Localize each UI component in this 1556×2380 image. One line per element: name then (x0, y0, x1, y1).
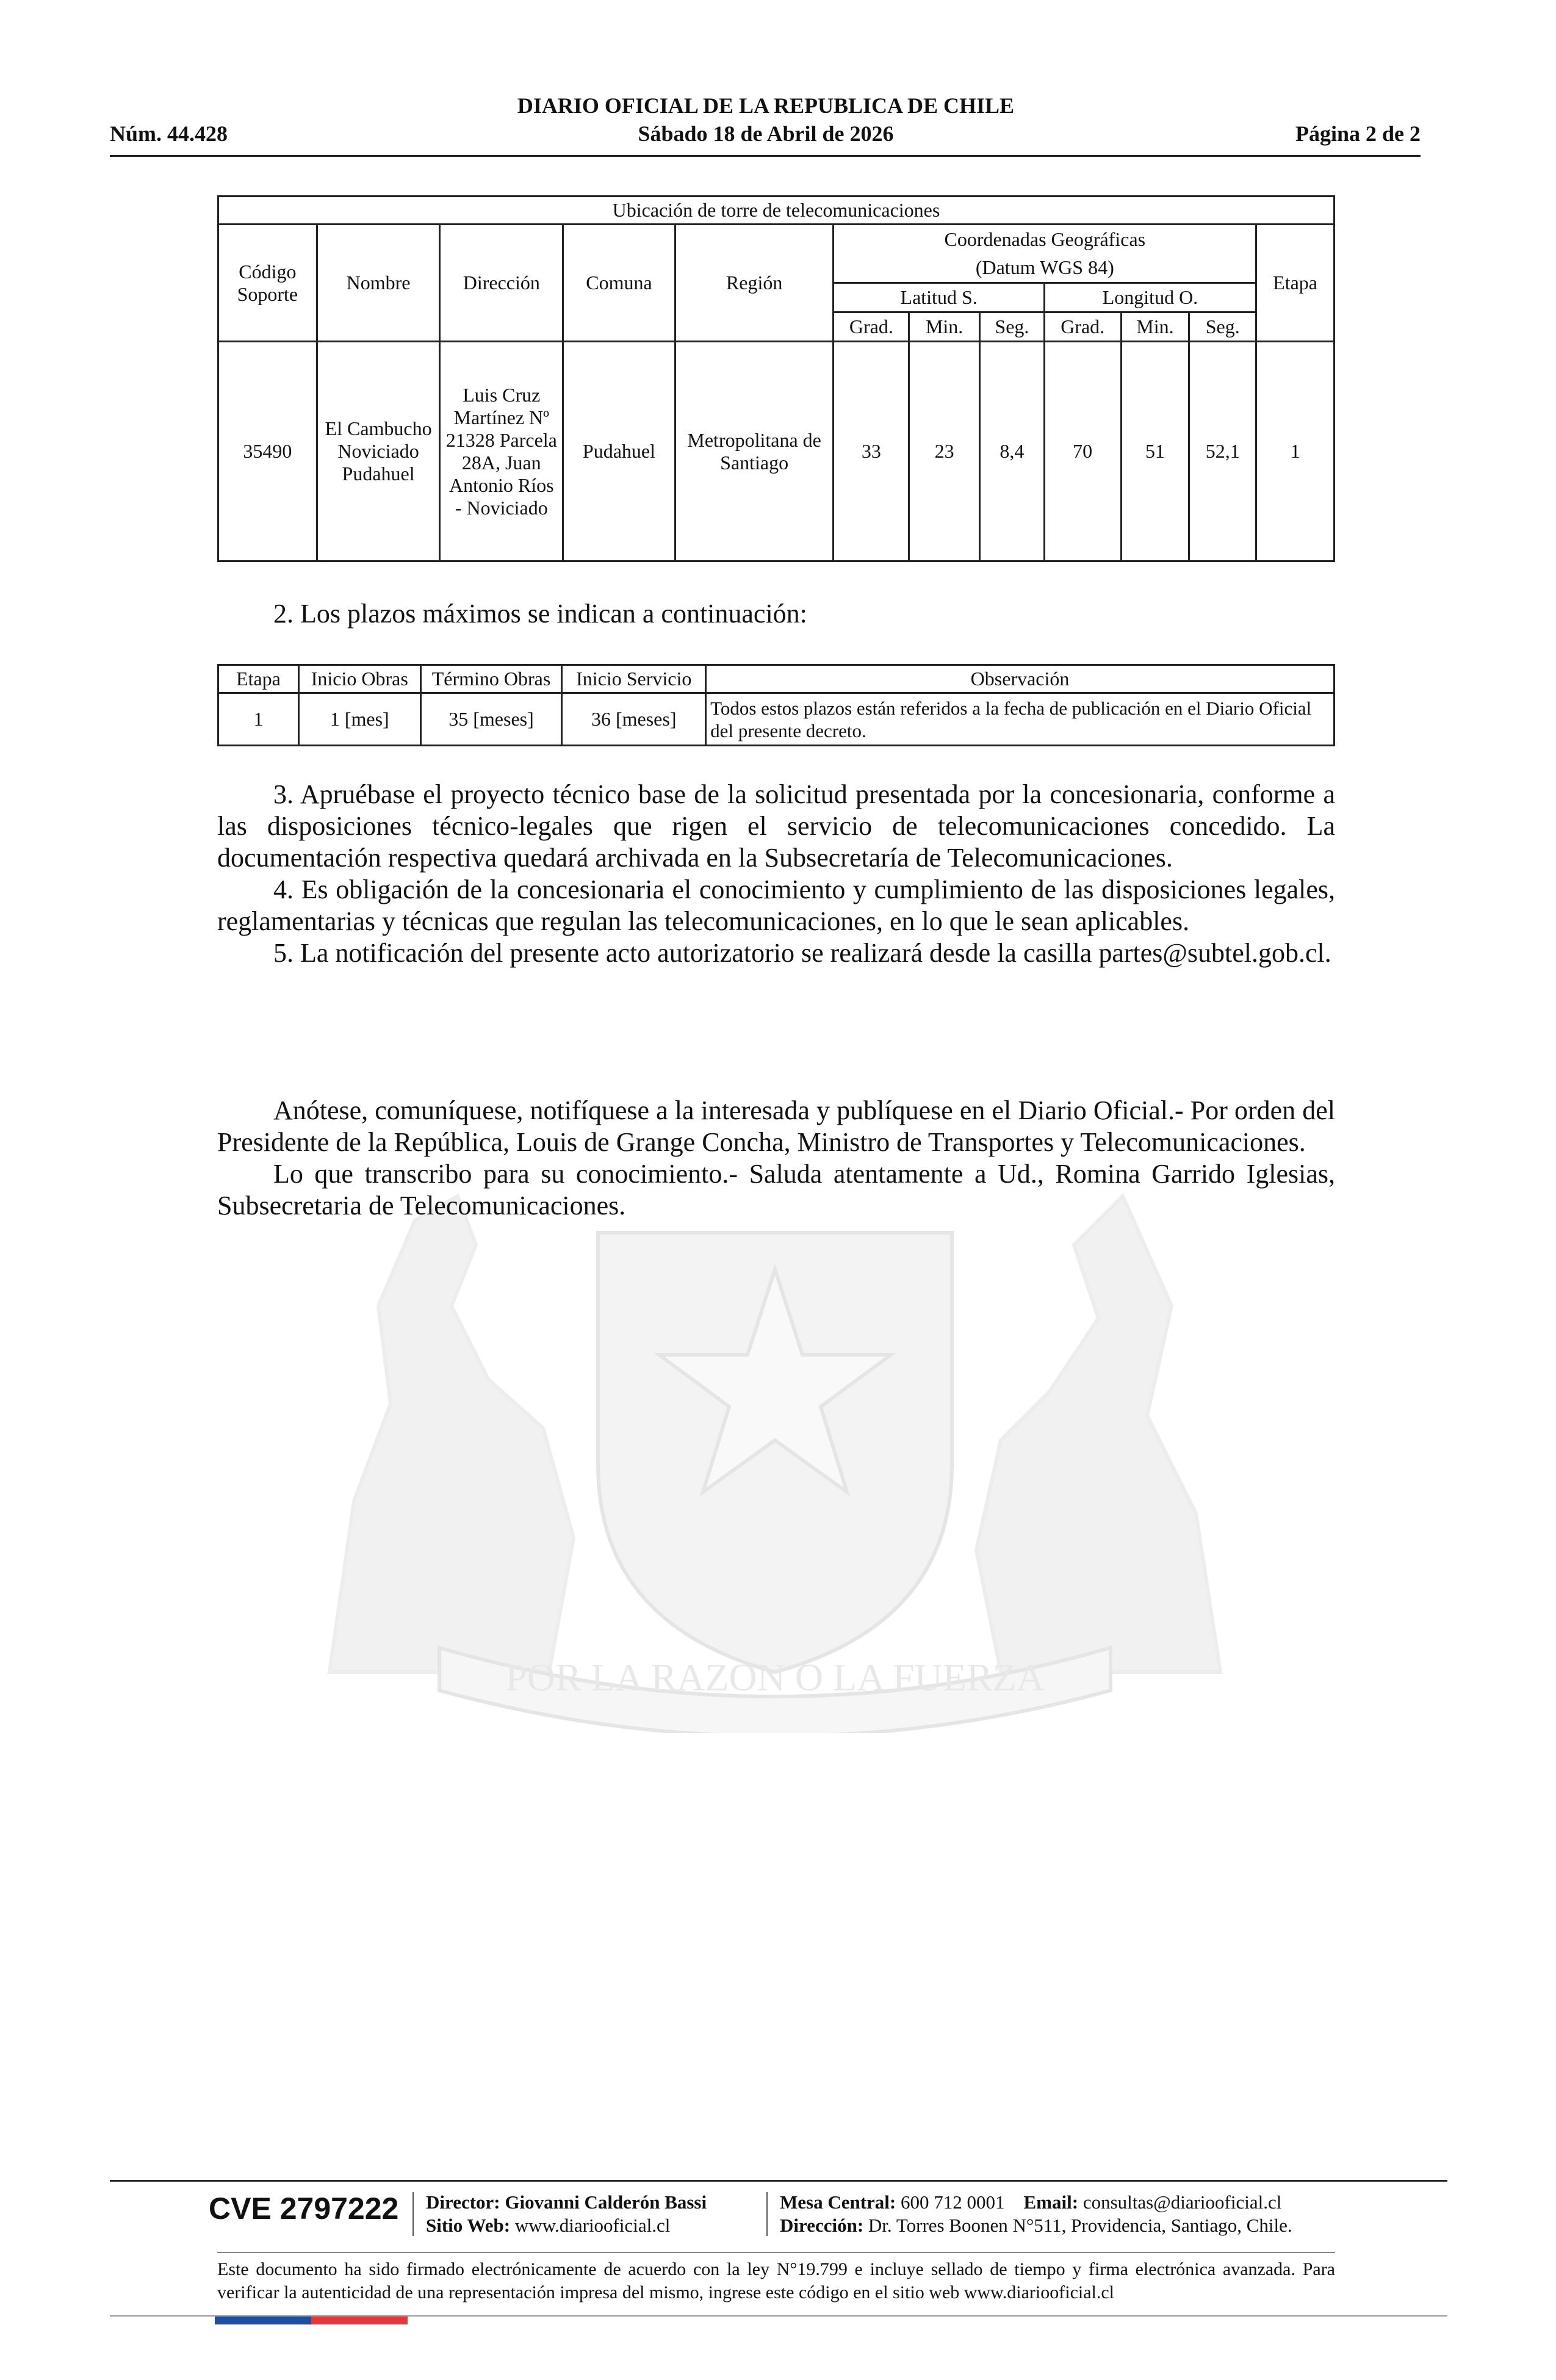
huemul-silhouette (330, 1196, 574, 1672)
header-lat-grad: Grad. (834, 312, 909, 342)
cell-comuna: Pudahuel (563, 342, 675, 561)
footer-legal-note: Este documento ha sido firmado electrónicamente de acuerdo con la ley N°19.799 e incluye sellado de tiempo y firma electrónica avanzada. Para verificar la autenticidad de una representación impresa del mismo, ingrese este código en el sitio web www.diariooficial.cl (217, 2259, 1335, 2302)
cell-lon-grad: 70 (1044, 342, 1121, 561)
header-observacion: Observación (706, 665, 1334, 693)
body-text (217, 779, 1335, 969)
watermark-motto: POR LA RAZON O LA FUERZA (505, 1656, 1045, 1699)
issue-number: Núm. 44.428 (110, 121, 228, 146)
cell-region: Metropolitana de Santiago (675, 342, 834, 561)
cell-lat-min: 23 (909, 342, 980, 561)
header-lon-seg: Seg. (1189, 312, 1256, 342)
page-indicator: Página 2 de 2 (1295, 121, 1421, 146)
cell-lon-seg: 52,1 (1189, 342, 1256, 561)
header-longitud: Longitud O. (1044, 283, 1256, 312)
flag-stripe-blue (215, 2317, 311, 2324)
cell-lon-min: 51 (1121, 342, 1189, 561)
header-lon-min: Min. (1121, 312, 1189, 342)
cell-termino-obras: 35 [meses] (420, 693, 562, 746)
plazos-intro: 2. Los plazos máximos se indican a continuación: (273, 599, 807, 629)
header-etapa: Etapa (218, 665, 299, 693)
issue-date: Sábado 18 de Abril de 2026 (638, 121, 894, 146)
paragraph-3: 3. Apruébase el proyecto técnico base de la solicitud presentada por la concesionaria, conforme a las disposiciones técnico-legales que rigen el servicio de telecomunicaciones concedido. La documentación respectiva quedará archivada en la Subsecretaría de Telecomunicaciones. (217, 779, 1335, 873)
cell-codigo: 35490 (218, 342, 317, 561)
header-codigo: Código Soporte (218, 225, 317, 342)
header-lon-grad: Grad. (1044, 312, 1121, 342)
cell-inicio-servicio: 36 [meses] (562, 693, 706, 746)
cve-code: CVE 2797222 (209, 2191, 399, 2226)
table-row (218, 693, 1334, 746)
cell-direccion: Luis Cruz Martínez Nº 21328 Parcela 28A, Juan Antonio Ríos - Noviciado (440, 342, 563, 561)
plazos-table (217, 664, 1335, 746)
header-coordenadas: Coordenadas Geográficas (834, 225, 1256, 254)
header-lat-seg: Seg. (980, 312, 1045, 342)
header-inicio-servicio: Inicio Servicio (562, 665, 706, 693)
footer-inner-rule (217, 2252, 1335, 2253)
flag-stripe-red (311, 2317, 408, 2324)
header-inicio-obras: Inicio Obras (298, 665, 420, 693)
cell-etapa: 1 (1256, 342, 1334, 561)
cell-nombre: El Cambucho Noviciado Pudahuel (317, 342, 440, 561)
table-caption: Ubicación de torre de telecomunicaciones (218, 197, 1334, 225)
footer-rule (110, 2180, 1447, 2182)
publication-title: DIARIO OFICIAL DE LA REPUBLICA DE CHILE (517, 93, 1015, 118)
condor-silhouette (976, 1196, 1220, 1672)
header-nombre: Nombre (317, 225, 440, 342)
footer-separator (766, 2192, 768, 2236)
header-latitud: Latitud S. (834, 283, 1044, 312)
email-link[interactable]: consultas@diariooficial.cl (1082, 2191, 1282, 2213)
mesa-value: 600 712 0001 (901, 2191, 1005, 2213)
header-datum: (Datum WGS 84) (834, 254, 1256, 283)
cell-lat-grad: 33 (834, 342, 909, 561)
director-label: Director: (426, 2191, 500, 2213)
header-termino-obras: Término Obras (420, 665, 562, 693)
header-direccion: Dirección (440, 225, 563, 342)
closing-paragraph-1: Anótese, comuníquese, notifíquese a la interesada y publíquese en el Diario Oficial.- Por orden del Presidente de la República, Louis de Grange Concha, Ministro de Transportes y Telecomunicaciones. (217, 1095, 1335, 1157)
closing-paragraph-2: Lo que transcribo para su conocimiento.- Saluda atentamente a Ud., Romina Garrido Iglesias, Subsecretaria de Telecomunicaciones. (217, 1159, 1335, 1221)
closing-text (217, 1095, 1335, 1222)
footer-contact-block (780, 2191, 1292, 2237)
mesa-label: Mesa Central: (780, 2191, 896, 2213)
paragraph-5: 5. La notificación del presente acto autorizatorio se realizará desde la casilla partes@subtel.gob.cl. (273, 938, 1331, 968)
header-comuna: Comuna (563, 225, 675, 342)
header-region: Región (675, 225, 834, 342)
address-value: Dr. Torres Boonen N°511, Providencia, Santiago, Chile. (868, 2215, 1292, 2236)
footer-separator (412, 2192, 414, 2236)
director-value: Giovanni Calderón Bassi (505, 2191, 707, 2213)
email-label: Email: (1023, 2191, 1079, 2213)
header-rule (110, 155, 1421, 157)
header-lat-min: Min. (909, 312, 980, 342)
site-link[interactable]: www.diariooficial.cl (514, 2215, 671, 2236)
site-label: Sitio Web: (426, 2215, 511, 2236)
table-row (218, 342, 1334, 561)
cell-lat-seg: 8,4 (980, 342, 1045, 561)
cell-inicio-obras: 1 [mes] (298, 693, 420, 746)
address-label: Dirección: (780, 2215, 864, 2236)
paragraph-4: 4. Es obligación de la concesionaria el conocimiento y cumplimiento de las disposiciones legales, reglamentarias y técnicas que regulan las telecomunicaciones, en lo que le sean aplicables. (217, 874, 1335, 936)
footer-director-block (426, 2191, 707, 2237)
header-etapa: Etapa (1256, 225, 1334, 342)
cell-etapa: 1 (218, 693, 299, 746)
cell-observacion: Todos estos plazos están referidos a la fecha de publicación en el Diario Oficial del presente decreto. (706, 693, 1334, 746)
tower-location-table (217, 195, 1335, 562)
